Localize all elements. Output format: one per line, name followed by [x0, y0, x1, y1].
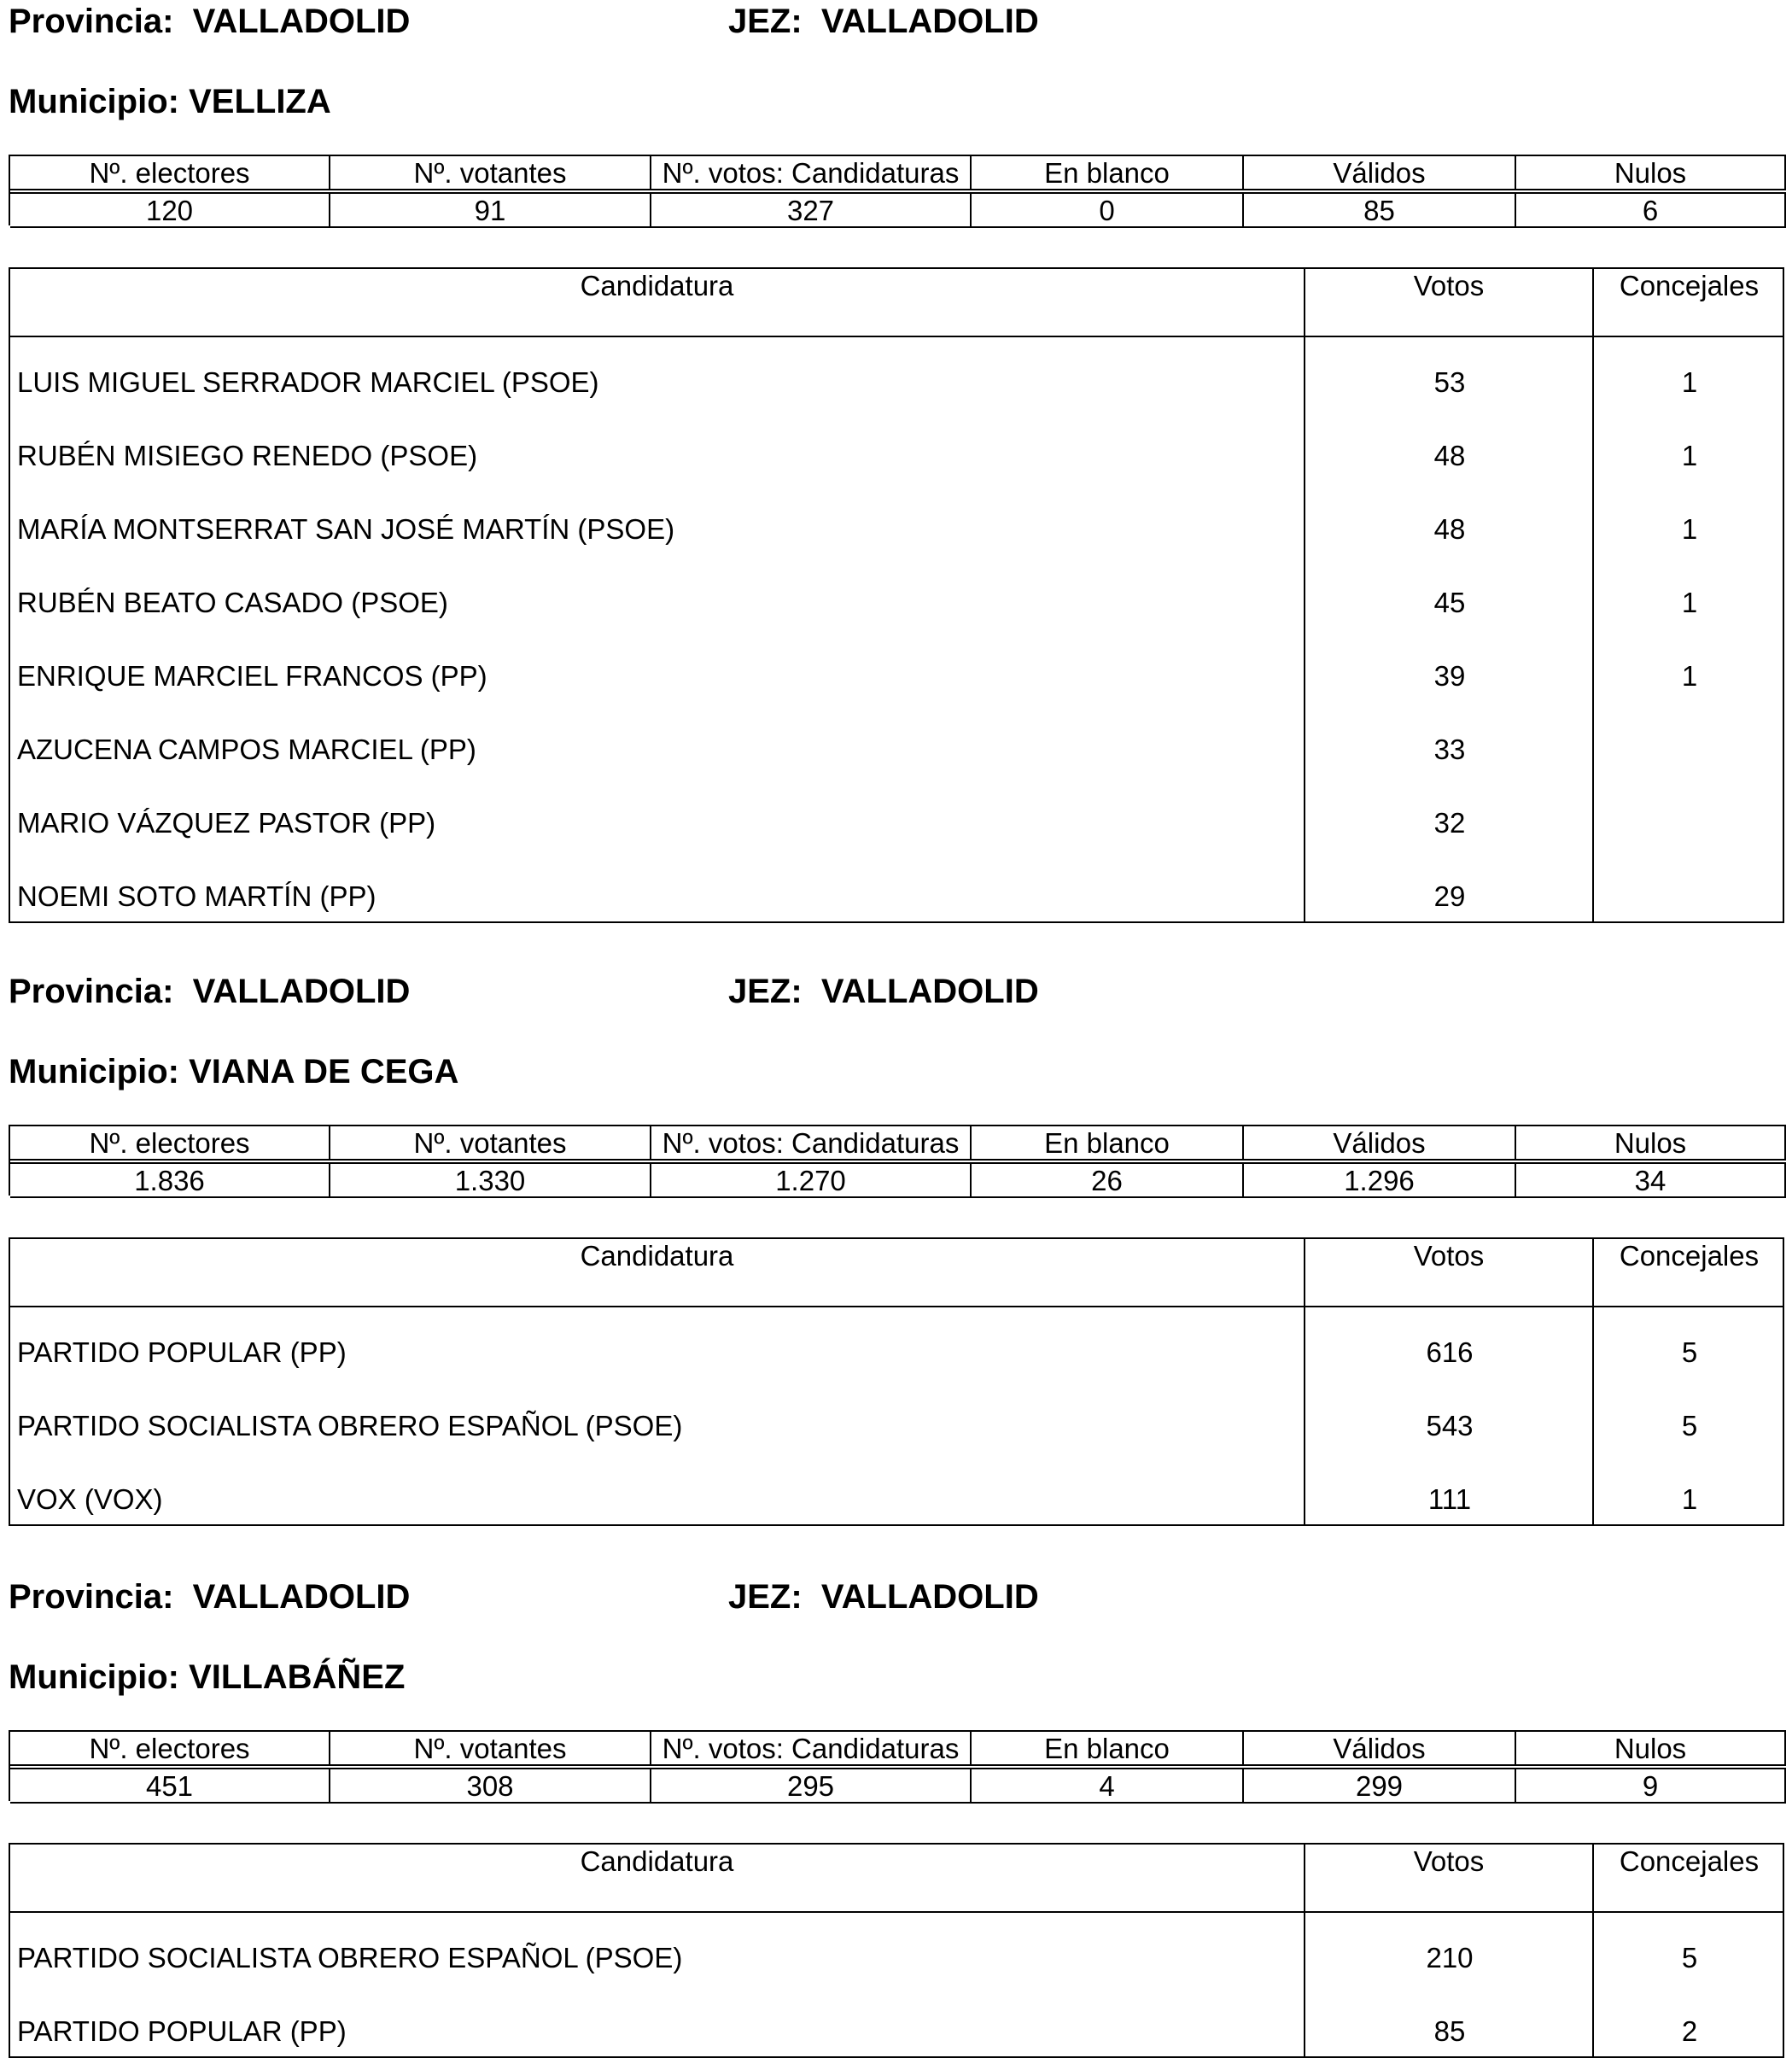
- stats-value-validos: 1.296: [1244, 1164, 1516, 1196]
- stats-value-en-blanco: 4: [972, 1769, 1244, 1802]
- candidate-votes: 48: [1433, 513, 1466, 545]
- stats-header-nulos: Nulos: [1516, 1732, 1786, 1764]
- stats-header-votos-candidaturas: Nº. votos: Candidaturas: [651, 156, 972, 189]
- stats-header-row: [10, 155, 1786, 190]
- stats-value-validos: 85: [1244, 194, 1516, 226]
- header-votos: Votos: [1413, 1240, 1485, 1272]
- stats-value-nulos: 9: [1516, 1769, 1786, 1802]
- candidate-concejales: 1: [1681, 513, 1698, 545]
- results-header-row: [10, 269, 1783, 337]
- result-row: [10, 851, 1783, 925]
- municipio-value: VIANA DE CEGA: [189, 1053, 459, 1090]
- stats-value-electores: 451: [10, 1769, 330, 1802]
- candidate-concejales: 2: [1681, 2015, 1698, 2047]
- candidate-name: PARTIDO SOCIALISTA OBRERO ESPAÑOL (PSOE): [17, 1942, 683, 1973]
- stats-value-votantes: 91: [330, 194, 651, 226]
- stats-value-validos: 299: [1244, 1769, 1516, 1802]
- stats-header-votantes: Nº. votantes: [330, 1126, 651, 1159]
- results-header-row: [10, 1845, 1783, 1913]
- stats-value-row: [10, 192, 1786, 228]
- candidate-name: PARTIDO SOCIALISTA OBRERO ESPAÑOL (PSOE): [17, 1410, 683, 1441]
- stats-value-row: [10, 1768, 1786, 1804]
- municipio-label: Municipio:: [9, 1658, 179, 1696]
- candidate-concejales: 1: [1681, 660, 1698, 692]
- provincia-heading: [9, 966, 1039, 1017]
- jez-label: JEZ:: [728, 973, 803, 1010]
- results-table: [9, 1237, 1784, 1526]
- candidate-concejales: 5: [1681, 1336, 1698, 1368]
- stats-header-validos: Válidos: [1244, 1126, 1516, 1159]
- result-row: [10, 1381, 1783, 1454]
- stats-value-row: [10, 1162, 1786, 1198]
- candidate-votes: 33: [1433, 734, 1466, 765]
- header-candidatura: Candidatura: [580, 270, 734, 301]
- results-table: [9, 267, 1784, 923]
- municipio-label: Municipio:: [9, 83, 179, 120]
- candidate-concejales: 1: [1681, 366, 1698, 398]
- result-row: [10, 484, 1783, 558]
- candidate-name: MARÍA MONTSERRAT SAN JOSÉ MARTÍN (PSOE): [17, 513, 675, 545]
- stats-value-electores: 1.836: [10, 1164, 330, 1196]
- candidate-votes: 85: [1433, 2015, 1466, 2047]
- provincia-heading: [9, 1571, 1039, 1623]
- candidate-name: MARIO VÁZQUEZ PASTOR (PP): [17, 807, 436, 839]
- stats-header-row: [10, 1730, 1786, 1766]
- stats-header-votos-candidaturas: Nº. votos: Candidaturas: [651, 1126, 972, 1159]
- result-row: [10, 558, 1783, 631]
- jez-heading: [728, 0, 1039, 47]
- candidate-concejales: 1: [1681, 440, 1698, 471]
- jez-label: JEZ:: [728, 3, 803, 40]
- stats-header-validos: Válidos: [1244, 156, 1516, 189]
- municipio-heading: [9, 1046, 458, 1097]
- candidate-votes: 39: [1433, 660, 1466, 692]
- candidate-name: ENRIQUE MARCIEL FRANCOS (PP): [17, 660, 487, 692]
- candidate-name: NOEMI SOTO MARTÍN (PP): [17, 880, 376, 912]
- stats-value-votos-candidaturas: 1.270: [651, 1164, 972, 1196]
- candidate-name: RUBÉN BEATO CASADO (PSOE): [17, 587, 448, 618]
- stats-value-votantes: 308: [330, 1769, 651, 1802]
- header-candidatura: Candidatura: [580, 1845, 734, 1877]
- candidate-name: RUBÉN MISIEGO RENEDO (PSOE): [17, 440, 478, 471]
- stats-header-validos: Válidos: [1244, 1732, 1516, 1764]
- stats-header-en-blanco: En blanco: [972, 1732, 1244, 1764]
- stats-table: [9, 1730, 1786, 1801]
- stats-header-electores: Nº. electores: [10, 1732, 330, 1764]
- candidate-votes: 45: [1433, 587, 1466, 618]
- jez-heading: [728, 966, 1039, 1017]
- result-row: [10, 411, 1783, 484]
- stats-value-votantes: 1.330: [330, 1164, 651, 1196]
- header-concejales: Concejales: [1619, 270, 1760, 301]
- provincia-value: VALLADOLID: [192, 1578, 411, 1616]
- header-votos: Votos: [1413, 1845, 1485, 1877]
- candidate-votes: 210: [1426, 1942, 1474, 1973]
- jez-value: VALLADOLID: [820, 3, 1039, 40]
- provincia-value: VALLADOLID: [192, 973, 411, 1010]
- candidate-name: LUIS MIGUEL SERRADOR MARCIEL (PSOE): [17, 366, 599, 398]
- stats-value-votos-candidaturas: 327: [651, 194, 972, 226]
- candidate-name: VOX (VOX): [17, 1483, 163, 1515]
- results-table: [9, 1843, 1784, 2058]
- municipio-value: VILLABÁÑEZ: [189, 1658, 406, 1696]
- stats-header-nulos: Nulos: [1516, 156, 1786, 189]
- result-row: [10, 1454, 1783, 1528]
- result-row: [10, 337, 1783, 411]
- result-row: [10, 705, 1783, 778]
- provincia-label: Provincia:: [9, 973, 174, 1010]
- candidate-votes: 111: [1427, 1483, 1472, 1515]
- municipio-label: Municipio:: [9, 1053, 179, 1090]
- stats-header-nulos: Nulos: [1516, 1126, 1786, 1159]
- jez-label: JEZ:: [728, 1578, 803, 1616]
- candidate-concejales: [1595, 730, 1784, 769]
- provincia-label: Provincia:: [9, 1578, 174, 1616]
- candidate-name: AZUCENA CAMPOS MARCIEL (PP): [17, 734, 476, 765]
- result-row: [10, 1986, 1783, 2060]
- provincia-label: Provincia:: [9, 3, 174, 40]
- candidate-concejales: 1: [1681, 587, 1698, 618]
- municipio-heading: [9, 76, 331, 127]
- stats-value-en-blanco: 0: [972, 194, 1244, 226]
- candidate-votes: 616: [1426, 1336, 1474, 1368]
- municipio-value: VELLIZA: [189, 83, 331, 120]
- stats-value-votos-candidaturas: 295: [651, 1769, 972, 1802]
- stats-header-en-blanco: En blanco: [972, 1126, 1244, 1159]
- candidate-name: PARTIDO POPULAR (PP): [17, 1336, 347, 1368]
- candidate-votes: 29: [1433, 880, 1466, 912]
- stats-header-votos-candidaturas: Nº. votos: Candidaturas: [651, 1732, 972, 1764]
- municipio-heading: [9, 1652, 405, 1703]
- header-votos: Votos: [1413, 270, 1485, 301]
- candidate-concejales: 5: [1681, 1942, 1698, 1973]
- provincia-heading: [9, 0, 1039, 47]
- stats-value-electores: 120: [10, 194, 330, 226]
- stats-header-votantes: Nº. votantes: [330, 156, 651, 189]
- stats-header-electores: Nº. electores: [10, 156, 330, 189]
- stats-header-en-blanco: En blanco: [972, 156, 1244, 189]
- candidate-name: PARTIDO POPULAR (PP): [17, 2015, 347, 2047]
- jez-value: VALLADOLID: [820, 973, 1039, 1010]
- provincia-value: VALLADOLID: [192, 3, 411, 40]
- candidate-votes: 543: [1426, 1410, 1474, 1441]
- result-row: [10, 631, 1783, 705]
- header-concejales: Concejales: [1619, 1845, 1760, 1877]
- stats-value-nulos: 34: [1516, 1164, 1786, 1196]
- stats-value-nulos: 6: [1516, 194, 1786, 226]
- jez-heading: [728, 1571, 1039, 1623]
- candidate-concejales: [1595, 804, 1784, 843]
- results-header-row: [10, 1239, 1783, 1307]
- candidate-votes: 32: [1433, 807, 1466, 839]
- stats-header-votantes: Nº. votantes: [330, 1732, 651, 1764]
- result-row: [10, 778, 1783, 851]
- result-row: [10, 1913, 1783, 1986]
- stats-table: [9, 1125, 1786, 1196]
- stats-header-row: [10, 1125, 1786, 1161]
- candidate-votes: 53: [1433, 366, 1466, 398]
- stats-header-electores: Nº. electores: [10, 1126, 330, 1159]
- candidate-votes: 48: [1433, 440, 1466, 471]
- stats-value-en-blanco: 26: [972, 1164, 1244, 1196]
- candidate-concejales: [1595, 877, 1784, 916]
- result-row: [10, 1307, 1783, 1381]
- header-concejales: Concejales: [1619, 1240, 1760, 1272]
- stats-table: [9, 155, 1786, 225]
- candidate-concejales: 5: [1681, 1410, 1698, 1441]
- jez-value: VALLADOLID: [820, 1578, 1039, 1616]
- candidate-concejales: 1: [1681, 1483, 1698, 1515]
- header-candidatura: Candidatura: [580, 1240, 734, 1272]
